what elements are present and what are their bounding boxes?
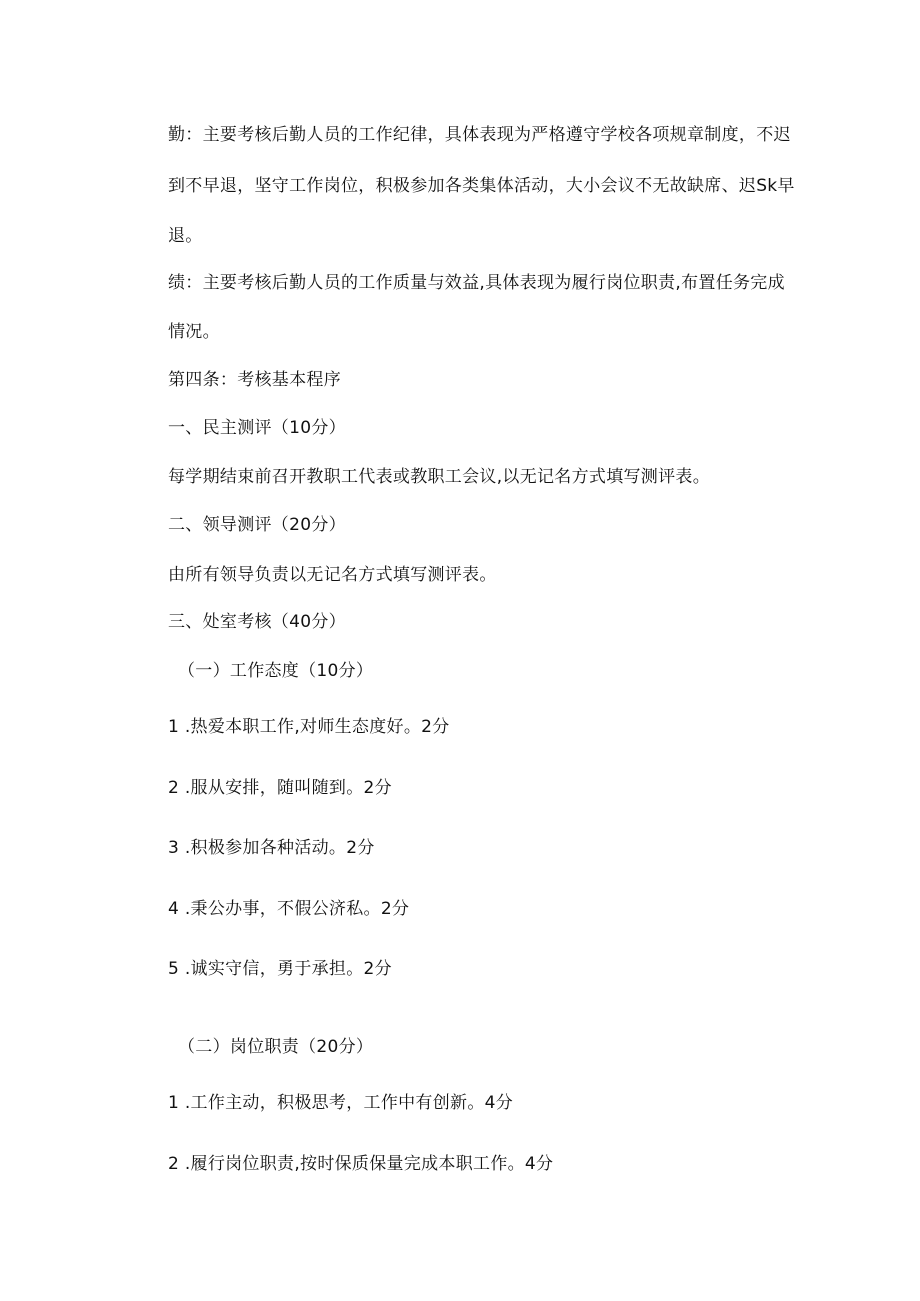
- list-item: 2 .服从安排，随叫随到。2分: [168, 778, 392, 798]
- list-item: 5 .诚实守信，勇于承担。2分: [168, 959, 392, 979]
- paragraph-qin-line-2: 到不早退，坚守工作岗位，积极参加各类集体活动，大小会议不无故缺席、迟Sk早: [168, 176, 795, 196]
- section-office-heading: 三、处室考核（40分）: [168, 612, 346, 632]
- article-heading: 第四条：考核基本程序: [168, 370, 341, 390]
- section-leadership-text: 由所有领导负责以无记名方式填写测评表。: [168, 565, 497, 585]
- subsection-duties-heading: （二）岗位职责（20分）: [178, 1037, 374, 1057]
- subsection-attitude-heading: （一）工作态度（10分）: [178, 661, 374, 681]
- section-democratic-text: 每学期结束前召开教职工代表或教职工会议,以无记名方式填写测评表。: [168, 467, 711, 487]
- section-leadership-heading: 二、领导测评（20分）: [168, 515, 346, 535]
- list-item: 1 .工作主动，积极思考，工作中有创新。4分: [168, 1093, 514, 1113]
- paragraph-qin-line-1: 勤：主要考核后勤人员的工作纪律，具体表现为严格遵守学校各项规章制度，不迟: [168, 125, 791, 145]
- list-item: 4 .秉公办事，不假公济私。2分: [168, 899, 410, 919]
- paragraph-ji-line-1: 绩：主要考核后勤人员的工作质量与效益,具体表现为履行岗位职责,布置任务完成: [168, 273, 785, 293]
- paragraph-ji-line-2: 情况。: [168, 322, 220, 342]
- paragraph-qin-line-3: 退。: [168, 226, 203, 246]
- section-democratic-heading: 一、民主测评（10分）: [168, 418, 346, 438]
- list-item: 2 .履行岗位职责,按时保质保量完成本职工作。4分: [168, 1154, 554, 1174]
- list-item: 3 .积极参加各种活动。2分: [168, 838, 375, 858]
- list-item: 1 .热爱本职工作,对师生态度好。2分: [168, 717, 450, 737]
